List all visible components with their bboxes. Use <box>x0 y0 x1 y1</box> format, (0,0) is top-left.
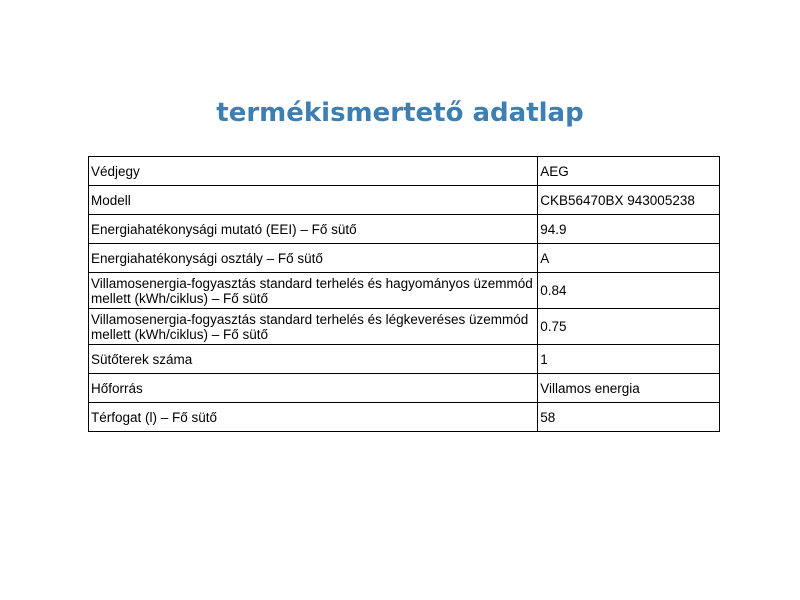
row-value-consumption-fan: 0.75 <box>538 309 720 345</box>
row-label-energy-class: Energiahatékonysági osztály – Fő sütő <box>89 244 538 273</box>
table-row <box>89 345 720 374</box>
product-info-table <box>88 156 720 432</box>
row-label-eei: Energiahatékonysági mutató (EEI) – Fő sütő <box>89 215 538 244</box>
row-value-volume: 58 <box>538 403 720 432</box>
table-row <box>89 186 720 215</box>
row-label-model: Modell <box>89 186 538 215</box>
row-value-energy-class: A <box>538 244 720 273</box>
row-value-eei: 94.9 <box>538 215 720 244</box>
row-value-consumption-conventional: 0.84 <box>538 273 720 309</box>
table-row <box>89 374 720 403</box>
table-row <box>89 403 720 432</box>
row-label-consumption-fan: Villamosenergia-fogyasztás standard terhelés és légkeveréses üzemmód mellett (kWh/ciklus) – Fő sütő <box>89 309 538 345</box>
row-label-consumption-conventional: Villamosenergia-fogyasztás standard terhelés és hagyományos üzemmód mellett (kWh/ciklus) – Fő sütő <box>89 273 538 309</box>
row-value-model: CKB56470BX 943005238 <box>538 186 720 215</box>
row-value-brand: AEG <box>538 157 720 186</box>
row-value-heat-source: Villamos energia <box>538 374 720 403</box>
table-row <box>89 244 720 273</box>
table-row <box>89 215 720 244</box>
row-label-volume: Térfogat (l) – Fő sütő <box>89 403 538 432</box>
page-title: termékismertető adatlap <box>216 98 584 128</box>
table-row <box>89 157 720 186</box>
table-row <box>89 309 720 345</box>
table-row <box>89 273 720 309</box>
row-label-cavities: Sütőterek száma <box>89 345 538 374</box>
row-value-cavities: 1 <box>538 345 720 374</box>
row-label-brand: Védjegy <box>89 157 538 186</box>
row-label-heat-source: Hőforrás <box>89 374 538 403</box>
